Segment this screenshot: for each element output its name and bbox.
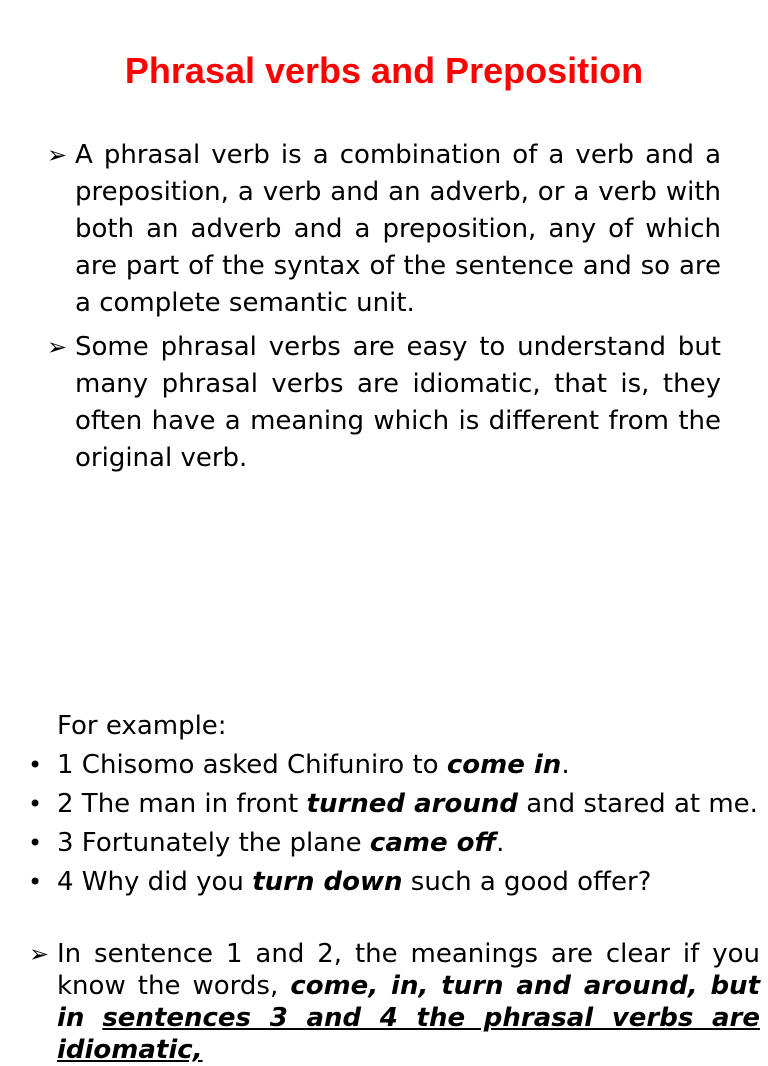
bullet-icon: • xyxy=(28,868,43,896)
phrasal-verb: come in xyxy=(446,750,562,780)
closing-paragraph xyxy=(29,938,760,1066)
list-item: • 1 Chisomo asked Chifuniro to come in. xyxy=(28,746,748,785)
phrasal-verb: turn down xyxy=(252,867,403,897)
phrasal-verb: turned around xyxy=(306,789,518,819)
example-list xyxy=(28,746,758,902)
idiomatic-text: Some phrasal verbs are easy to understand but many phrasal verbs are idiomatic, that is, they often have a meaning which is different from the original verb. xyxy=(75,332,721,473)
arrow-bullet-icon: ➢ xyxy=(47,333,68,361)
definition-paragraph xyxy=(47,137,721,322)
arrow-bullet-icon: ➢ xyxy=(47,141,68,169)
example-heading: For example: xyxy=(57,711,227,741)
closing-text: In sentence 1 and 2, the meanings are clear if you know the words, xyxy=(57,939,760,1001)
page-title: Phrasal verbs and Preposition xyxy=(124,50,644,91)
bullet-icon: • xyxy=(28,751,43,779)
list-item: • 4 Why did you turn down such a good offer? xyxy=(28,863,748,902)
closing-emphasis: come, in, turn and around, but in xyxy=(57,971,760,1033)
bullet-icon: • xyxy=(28,829,43,857)
bullet-icon: • xyxy=(28,790,43,818)
list-item: • 2 The man in front turned around and stared at me. xyxy=(28,785,748,824)
phrasal-verb: came off xyxy=(369,828,497,858)
idiomatic-paragraph xyxy=(47,329,721,477)
closing-emphasis-cut: sentences 3 and 4 the phrasal verbs are idiomatic, xyxy=(57,1003,760,1065)
list-item: • 3 Fortunately the plane came off. xyxy=(28,824,748,863)
arrow-bullet-icon: ➢ xyxy=(29,940,50,968)
definition-text: A phrasal verb is a combination of a verb and a preposition, a verb and an adverb, or a verb with both an adverb and a preposition, any of which are part of the syntax of the sentence and so are a complete semantic unit. xyxy=(75,140,721,318)
